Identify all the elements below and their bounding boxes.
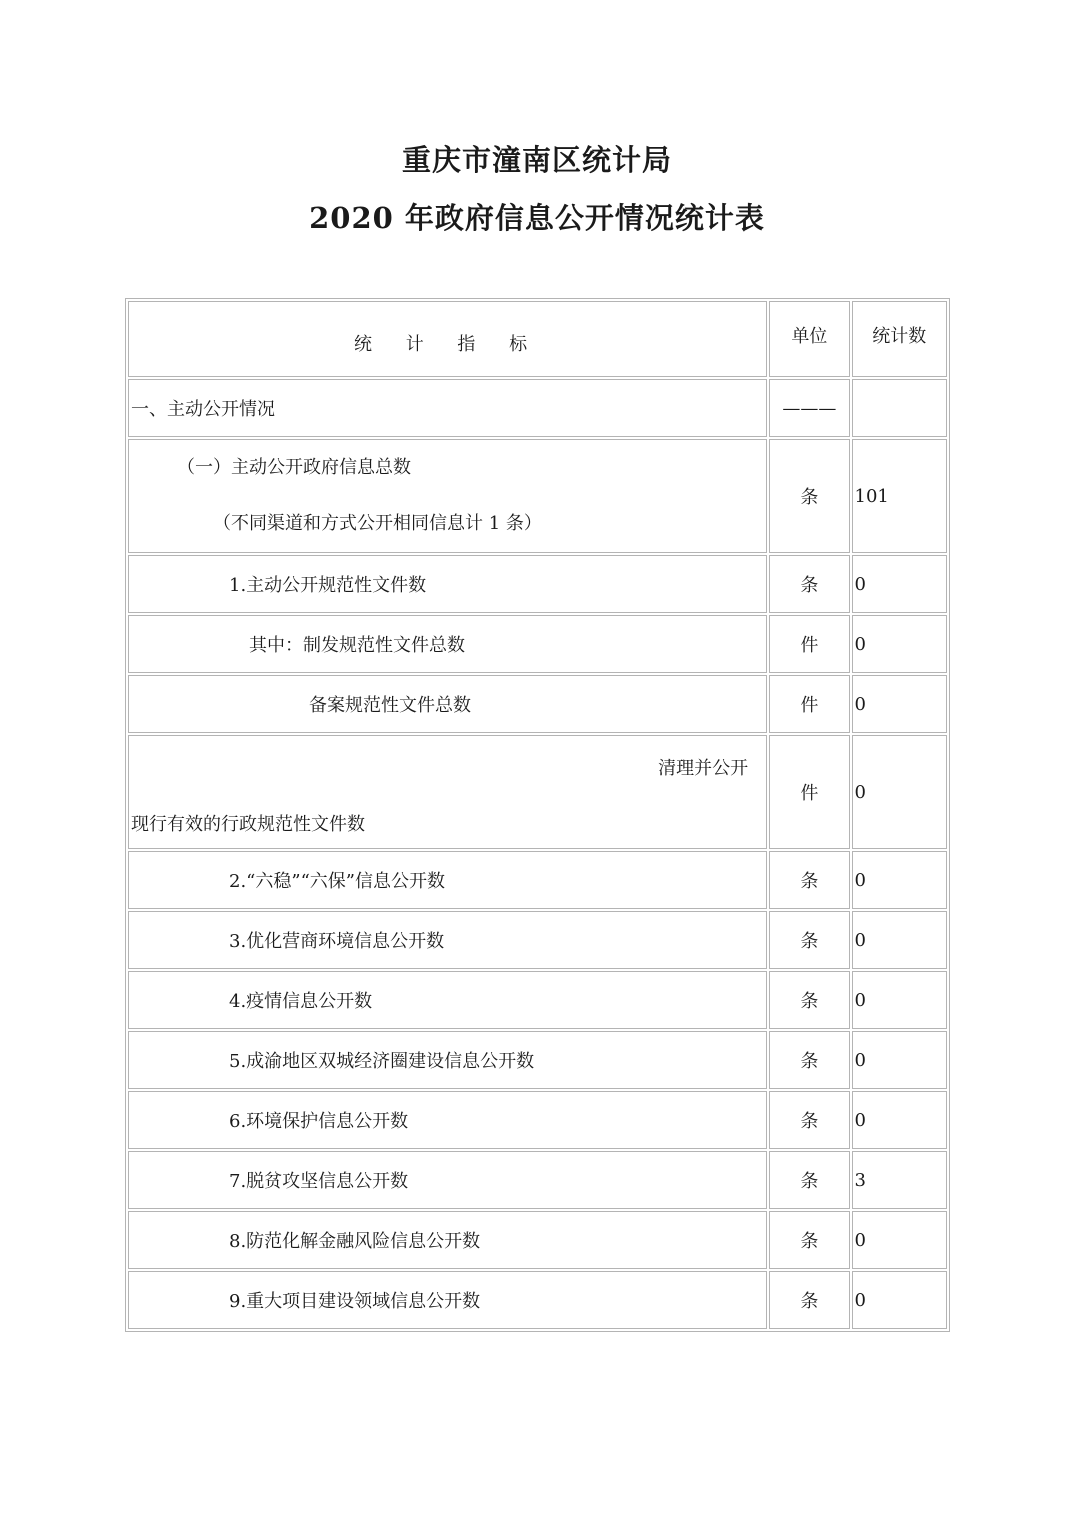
header-unit: 单位 — [769, 301, 849, 377]
table-row — [128, 615, 947, 673]
row-label — [128, 439, 767, 553]
row-value: 0 — [852, 1271, 947, 1329]
row-label: 备案规范性文件总数 — [128, 675, 767, 733]
row-unit: 条 — [769, 1091, 849, 1149]
row-unit: 条 — [769, 971, 849, 1029]
row-value: 0 — [852, 971, 947, 1029]
row-label: 1.主动公开规范性文件数 — [128, 555, 767, 613]
table-row — [128, 911, 947, 969]
row-label: 8.防范化解金融风险信息公开数 — [128, 1211, 767, 1269]
row-value: 0 — [852, 1031, 947, 1089]
row-label: 其中：制发规范性文件总数 — [128, 615, 767, 673]
row-label-continued: 现行有效的行政规范性文件数 — [131, 814, 365, 835]
row-label: 2.“六稳”“六保”信息公开数 — [128, 851, 767, 909]
row-value: 0 — [852, 911, 947, 969]
row-unit: 条 — [769, 439, 849, 553]
section-label: 一、主动公开情况 — [128, 379, 767, 437]
row-label-main: （一）主动公开政府信息总数 — [177, 457, 411, 478]
table-row — [128, 735, 947, 849]
row-unit: 条 — [769, 555, 849, 613]
row-unit: 条 — [769, 1031, 849, 1089]
row-label-note: （不同渠道和方式公开相同信息计 1 条） — [213, 513, 542, 534]
header-indicator: 统 计 指 标 — [128, 301, 767, 377]
header-count: 统计数 — [852, 301, 947, 377]
table-row — [128, 1091, 947, 1149]
table-row — [128, 1031, 947, 1089]
row-value: 101 — [852, 439, 947, 553]
row-label: 4.疫情信息公开数 — [128, 971, 767, 1029]
row-label: 7.脱贫攻坚信息公开数 — [128, 1151, 767, 1209]
row-label: 6.环境保护信息公开数 — [128, 1091, 767, 1149]
row-unit: 条 — [769, 1151, 849, 1209]
row-unit: 条 — [769, 851, 849, 909]
row-value: 0 — [852, 1091, 947, 1149]
table-header-row — [128, 301, 947, 377]
row-unit: 条 — [769, 1271, 849, 1329]
row-label: 9.重大项目建设领域信息公开数 — [128, 1271, 767, 1329]
table-row — [128, 971, 947, 1029]
row-value: 3 — [852, 1151, 947, 1209]
document-subtitle: 2020 年政府信息公开情况统计表 — [309, 201, 765, 235]
row-unit: 条 — [769, 911, 849, 969]
statistics-table — [125, 298, 950, 1332]
table-row — [128, 1211, 947, 1269]
table-row — [128, 555, 947, 613]
table-row — [128, 439, 947, 553]
row-unit: 件 — [769, 735, 849, 849]
row-label: 5.成渝地区双城经济圈建设信息公开数 — [128, 1031, 767, 1089]
section-row — [128, 379, 947, 437]
row-unit: 件 — [769, 675, 849, 733]
table-row — [128, 1271, 947, 1329]
row-label — [128, 735, 767, 849]
row-value: 0 — [852, 675, 947, 733]
table-row — [128, 675, 947, 733]
row-label: 3.优化营商环境信息公开数 — [128, 911, 767, 969]
document-title: 重庆市潼南区统计局 — [401, 143, 672, 177]
row-label-main: 清理并公开 — [658, 758, 749, 779]
row-value: 0 — [852, 851, 947, 909]
section-value — [852, 379, 947, 437]
table-row — [128, 851, 947, 909]
row-value: 0 — [852, 1211, 947, 1269]
row-value: 0 — [852, 735, 947, 849]
row-unit: 件 — [769, 615, 849, 673]
row-value: 0 — [852, 555, 947, 613]
section-unit: ——— — [769, 379, 849, 437]
table-row — [128, 1151, 947, 1209]
row-value: 0 — [852, 615, 947, 673]
row-unit: 条 — [769, 1211, 849, 1269]
